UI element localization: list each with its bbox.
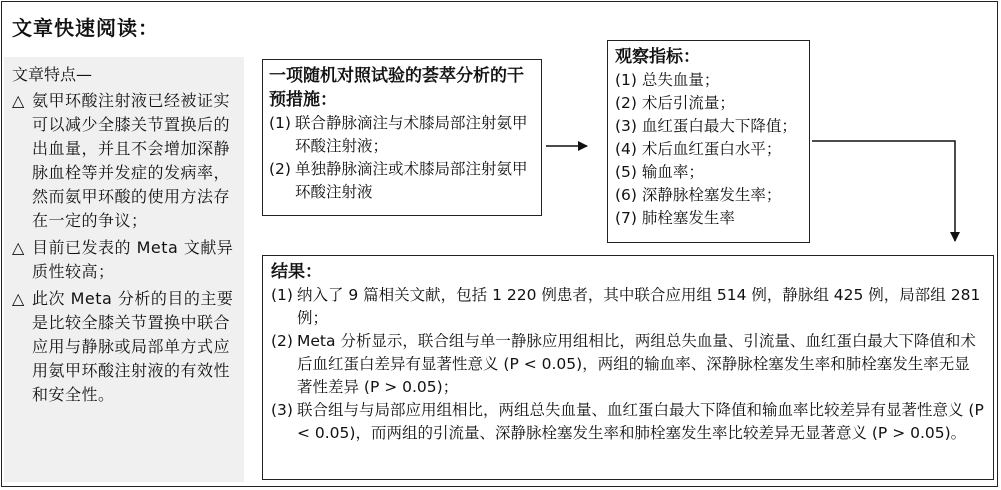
item-number: (3) bbox=[271, 401, 293, 419]
indicator-item: (5) 输血率； bbox=[615, 163, 704, 181]
indicator-item: (6) 深静脉栓塞发生率； bbox=[615, 186, 782, 204]
item-number: (2) bbox=[271, 332, 293, 350]
item-text: 联合静脉滴注与术膝局部注射氨甲环酸注射液； bbox=[294, 114, 528, 155]
item-number: (1) bbox=[269, 114, 291, 132]
triangle-bullet-icon: △ bbox=[12, 289, 25, 308]
feature-text: 氨甲环酸注射液已经被证实可以减少全膝关节置换后的出血量，并且不会增加深静脉血栓等并发症的发病率，然而氨甲环酸的使用方法存在一定的争议； bbox=[32, 91, 231, 230]
indicator-item: (2) 术后引流量； bbox=[615, 94, 735, 112]
item-number: (2) bbox=[269, 160, 291, 178]
item-text: 纳入了 9 篇相关文献，包括 1 220 例患者，其中联合应用组 514 例，静脉组 425 例，局部组 281 例； bbox=[296, 286, 981, 327]
page-title: 文章快速阅读： bbox=[12, 16, 159, 40]
results-title: 结果： bbox=[271, 262, 322, 282]
item-text: 联合组与与局部应用组相比，两组总失血量、血红蛋白最大下降值和输血率比较差异有显著性意义 (P < 0.05)，而两组的引流量、深静脉栓塞发生率和肺栓塞发生率比较差异无显著意义 (P > 0.05)。 bbox=[296, 401, 984, 442]
item-text: 单独静脉滴注或术膝局部注射氨甲环酸注射液 bbox=[294, 160, 528, 201]
feature-text: 目前已发表的 Meta 文献异质性较高； bbox=[32, 238, 234, 281]
feature-text: 此次 Meta 分析的目的主要是比较全膝关节置换中联合应用与静脉或局部单方式应用氨甲环酸注射液的有效性和安全性。 bbox=[32, 289, 234, 404]
triangle-bullet-icon: △ bbox=[12, 91, 25, 110]
arrow-down-icon bbox=[812, 141, 955, 241]
features-heading: 文章特点— bbox=[12, 65, 93, 84]
indicator-item: (7) 肺栓塞发生率 bbox=[615, 209, 735, 227]
item-text: Meta 分析显示，联合组与单一静脉应用组相比，两组总失血量、引流量、血红蛋白最大下降值和术后血红蛋白差异有显著性意义 (P < 0.05)，两组的输血率、深静脉栓塞发生率和肺栓塞发生率无显著性差异 (P > 0.05)； bbox=[296, 332, 976, 396]
indicators-title: 观察指标： bbox=[615, 47, 700, 67]
indicator-item: (3) 血红蛋白最大下降值； bbox=[615, 117, 797, 135]
triangle-bullet-icon: △ bbox=[12, 238, 25, 257]
indicator-item: (4) 术后血红蛋白水平； bbox=[615, 140, 782, 158]
intervention-title: 一项随机对照试验的荟萃分析的干预措施： bbox=[269, 66, 524, 110]
item-number: (1) bbox=[271, 286, 293, 304]
indicator-item: (1) 总失血量； bbox=[615, 71, 720, 89]
